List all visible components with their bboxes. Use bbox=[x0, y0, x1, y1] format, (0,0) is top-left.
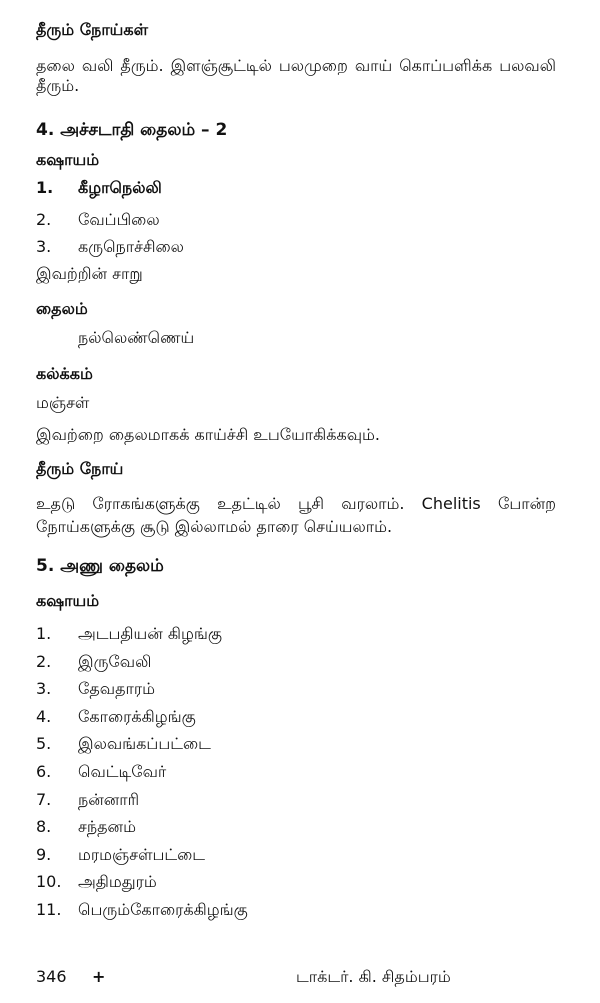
list-item bbox=[36, 762, 536, 782]
kashayam-heading: கஷாயம் bbox=[36, 150, 100, 169]
list-item bbox=[36, 790, 536, 810]
kashayam-heading: கஷாயம் bbox=[36, 591, 100, 610]
list-item bbox=[36, 872, 536, 892]
item-number: 1. bbox=[36, 624, 52, 643]
section-heading-cures: தீரும் நோய்கள் bbox=[36, 20, 149, 39]
page-number: 346 bbox=[36, 967, 67, 986]
item-number: 1. bbox=[36, 178, 54, 197]
juice-line: இவற்றின் சாறு bbox=[36, 264, 143, 283]
footer-separator: + bbox=[92, 967, 106, 986]
item-number: 4. bbox=[36, 706, 52, 726]
item-text: வேப்பிலை bbox=[78, 210, 160, 229]
list-item bbox=[36, 178, 536, 198]
item-number: 7. bbox=[36, 789, 52, 809]
list-item bbox=[36, 652, 536, 672]
oil-item: நல்லெண்ணெய் bbox=[78, 328, 195, 347]
item-text: வெட்டிவேர் bbox=[78, 762, 167, 781]
item-text: இருவேலி bbox=[78, 651, 152, 671]
item-text: அடபதியன் கிழங்கு bbox=[78, 624, 222, 643]
item-text: நன்னாரி bbox=[78, 789, 140, 809]
list-item bbox=[36, 734, 536, 754]
item-number: 10. bbox=[36, 872, 62, 892]
item-number: 2. bbox=[36, 651, 52, 671]
list-item bbox=[36, 900, 536, 920]
item-text: கீழாநெல்லி bbox=[78, 178, 162, 197]
item-number: 3. bbox=[36, 237, 52, 256]
list-item bbox=[36, 679, 536, 699]
list-item bbox=[36, 707, 536, 727]
item-text: கருநொச்சிலை bbox=[78, 237, 184, 256]
item-number: 9. bbox=[36, 844, 52, 864]
item-number: 2. bbox=[36, 210, 52, 229]
cures-heading: தீரும் நோய் bbox=[36, 459, 124, 478]
cures-paragraph: உதடு ரோகங்களுக்கு உதட்டில் பூசி வரலாம். Chelitis போன்ற நோய்களுக்கு சூடு இல்லாமல் தாரை செய்யலாம். bbox=[36, 494, 556, 536]
item-text: கோரைக்கிழங்கு bbox=[78, 706, 196, 726]
list-item bbox=[36, 817, 536, 837]
item-number: 3. bbox=[36, 679, 52, 699]
kalkam-heading: கல்க்கம் bbox=[36, 364, 93, 383]
item-text: சந்தனம் bbox=[78, 817, 136, 837]
section-title-5: 5. அணு தைலம் bbox=[36, 556, 164, 576]
list-item bbox=[36, 210, 536, 230]
footer-author: டாக்டர். கி. சிதம்பரம் bbox=[296, 967, 451, 986]
cures-paragraph: தலை வலி தீரும். இளஞ்சூட்டில் பலமுறை வாய் கொப்பளிக்க பலவலி தீரும். bbox=[36, 56, 556, 95]
item-number: 5. bbox=[36, 734, 52, 754]
item-number: 8. bbox=[36, 817, 52, 837]
list-item bbox=[36, 237, 536, 257]
list-item bbox=[36, 624, 536, 644]
item-text: மரமஞ்சள்பட்டை bbox=[78, 844, 206, 864]
item-text: பெரும்கோரைக்கிழங்கு bbox=[78, 900, 248, 919]
instruction-line: இவற்றை தைலமாகக் காய்ச்சி உபயோகிக்கவும். bbox=[36, 425, 381, 444]
item-text: அதிமதுரம் bbox=[78, 872, 157, 892]
oil-heading: தைலம் bbox=[36, 299, 88, 318]
item-number: 11. bbox=[36, 900, 62, 919]
list-item bbox=[36, 845, 536, 865]
section-title-4: 4. அச்சடாதி தைலம் – 2 bbox=[36, 120, 228, 140]
item-text: தேவதாரம் bbox=[78, 679, 156, 699]
item-number: 6. bbox=[36, 762, 52, 781]
item-text: இலவங்கப்பட்டை bbox=[78, 734, 211, 754]
kalkam-item: மஞ்சள் bbox=[36, 393, 90, 412]
